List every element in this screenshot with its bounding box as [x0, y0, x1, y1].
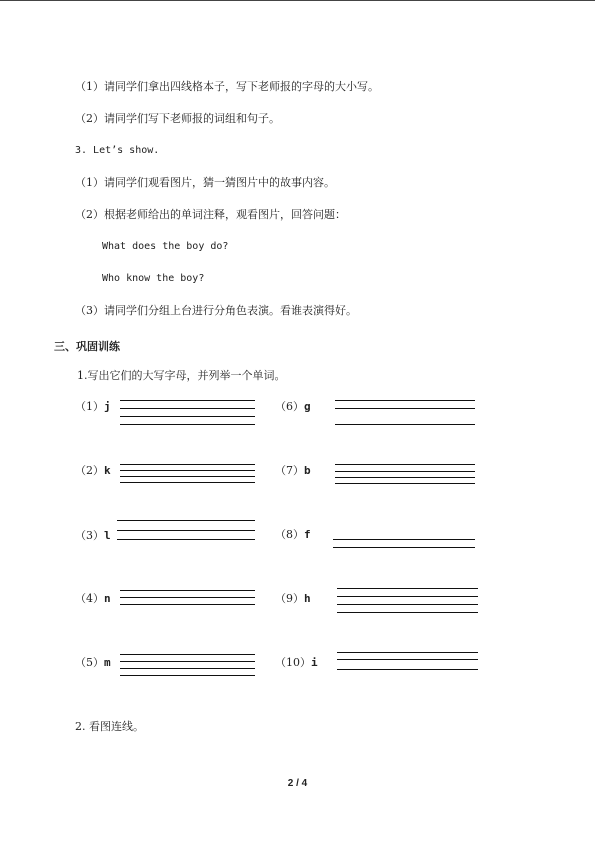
writing-line: [120, 476, 255, 477]
exercise-item: [75, 400, 260, 430]
writing-line: [337, 612, 478, 613]
section-title: 三、巩固训练: [54, 340, 120, 353]
writing-line: [333, 547, 475, 548]
exercise-label: （7）b: [275, 464, 311, 477]
exercise-item: [75, 590, 260, 620]
exercise-label: （8）f: [275, 528, 311, 541]
writing-line: [337, 669, 478, 670]
task-1-text: 1.写出它们的大写字母，并列举一个单词。: [77, 369, 286, 382]
writing-line: [337, 604, 478, 605]
writing-line: [120, 604, 255, 605]
top-border: [0, 0, 595, 1]
writing-line: [117, 539, 255, 540]
writing-line: [337, 596, 478, 597]
instruction-4: （2）根据老师给出的单词注释，观看图片，回答问题：: [75, 208, 346, 221]
writing-line: [337, 652, 478, 653]
question-1: What does the boy do?: [102, 241, 229, 252]
question-2: Who know the boy?: [102, 273, 205, 284]
exercise-item: [275, 652, 480, 682]
writing-line: [335, 477, 475, 478]
exercise-item: [275, 588, 480, 618]
writing-line: [337, 659, 478, 660]
exercise-label: （4）n: [75, 592, 111, 605]
writing-line: [117, 520, 255, 521]
writing-line: [335, 424, 475, 425]
writing-line: [333, 539, 475, 540]
writing-line: [335, 408, 475, 409]
writing-line: [335, 464, 475, 465]
exercise-label: （1）j: [75, 400, 111, 413]
exercise-label: （5）m: [75, 656, 111, 669]
writing-line: [120, 668, 255, 669]
instruction-1: （1）请同学们拿出四线格本子，写下老师报的字母的大小写。: [75, 80, 379, 93]
instruction-5: （3）请同学们分组上台进行分角色表演。看谁表演得好。: [75, 304, 357, 317]
writing-line: [120, 661, 255, 662]
exercise-label: （3）l: [75, 529, 111, 542]
writing-line: [120, 590, 255, 591]
exercise-item: [275, 464, 480, 494]
writing-line: [335, 471, 475, 472]
exercise-label: （9）h: [275, 592, 311, 605]
writing-line: [335, 400, 475, 401]
writing-line: [120, 597, 255, 598]
writing-line: [120, 470, 255, 471]
writing-line: [120, 416, 255, 417]
exercise-label: （2）k: [75, 464, 111, 477]
writing-line: [120, 408, 255, 409]
writing-line: [117, 530, 255, 531]
page-number: 2 / 4: [287, 778, 308, 789]
exercise-label: （6）g: [275, 400, 311, 413]
writing-line: [120, 424, 255, 425]
exercise-item: [75, 520, 260, 550]
instruction-3: （1）请同学们观看图片，猜一猜图片中的故事内容。: [75, 176, 335, 189]
instruction-2: （2）请同学们写下老师报的词组和句子。: [75, 112, 280, 125]
lets-show-heading: 3. Let’s show.: [75, 145, 160, 156]
exercise-label: （10）i: [275, 656, 318, 669]
writing-line: [120, 675, 255, 676]
writing-line: [120, 482, 255, 483]
exercise-item: [75, 654, 260, 684]
task-2-text: 2. 看图连线。: [75, 720, 144, 733]
writing-line: [120, 464, 255, 465]
writing-line: [335, 483, 475, 484]
writing-line: [337, 588, 478, 589]
exercise-item: [75, 464, 260, 494]
writing-line: [120, 400, 255, 401]
exercise-item: [275, 400, 480, 430]
writing-line: [120, 654, 255, 655]
exercise-item: [275, 528, 480, 558]
